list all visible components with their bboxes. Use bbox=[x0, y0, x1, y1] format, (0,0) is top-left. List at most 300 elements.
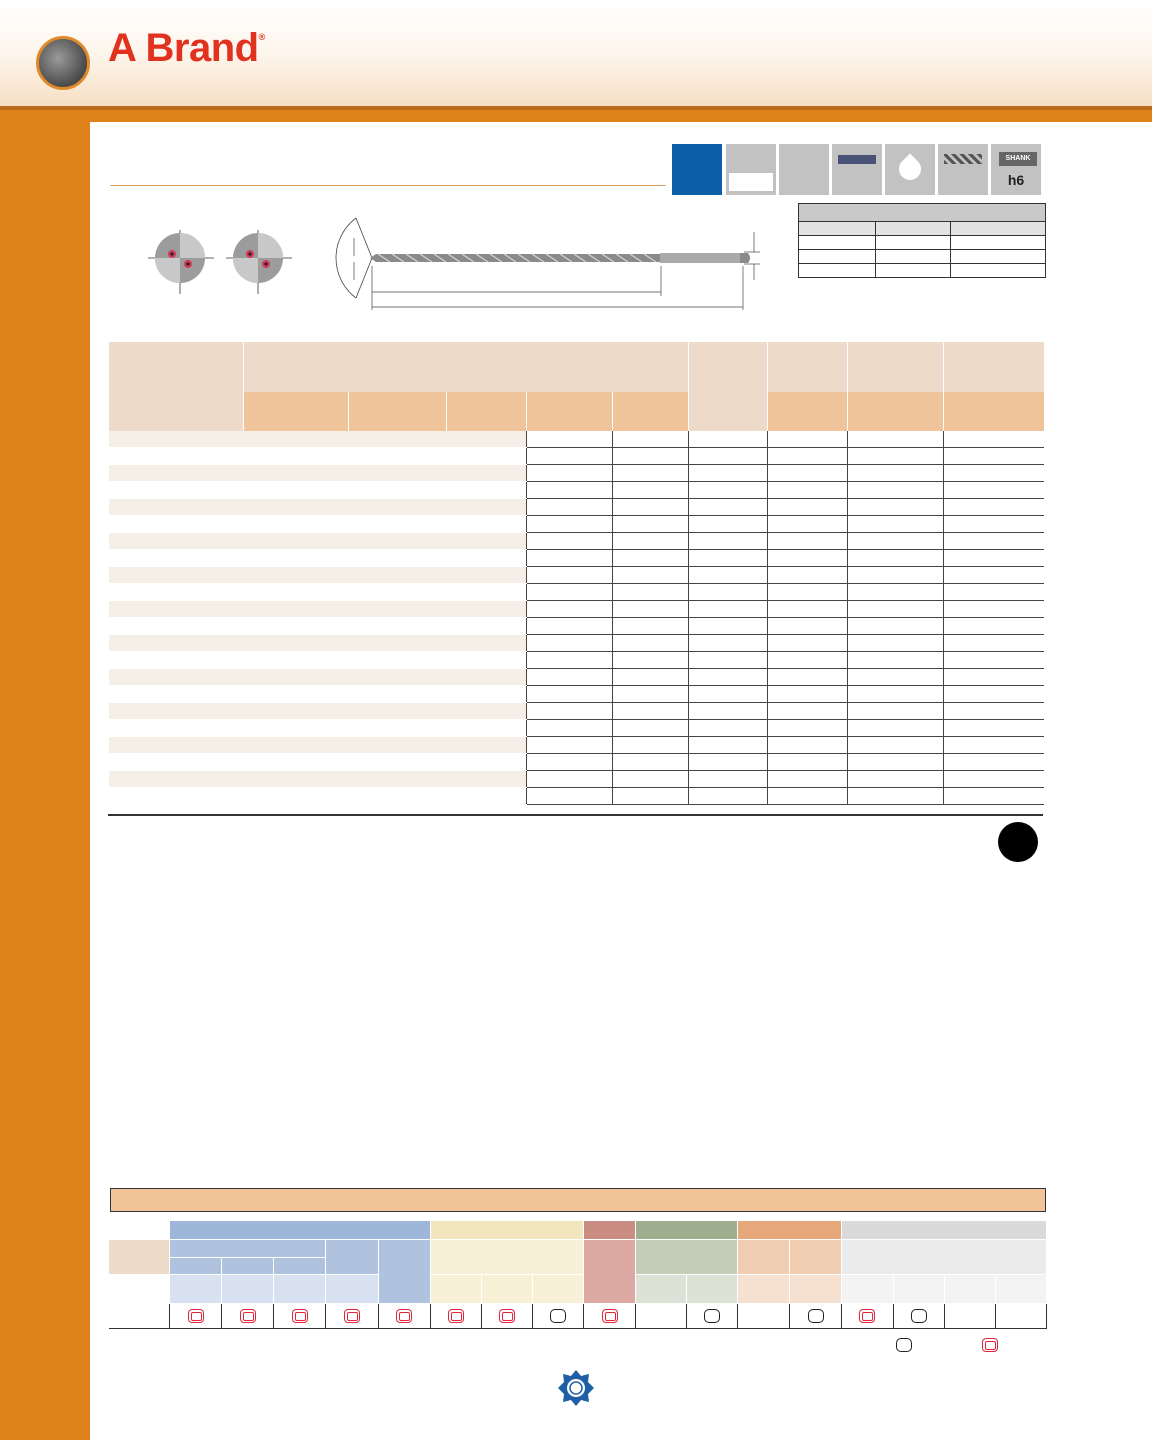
blank-icon bbox=[779, 144, 829, 195]
table-cell bbox=[527, 448, 613, 465]
table-cell bbox=[613, 771, 689, 788]
table-cell bbox=[768, 652, 848, 669]
table-row bbox=[109, 754, 1044, 771]
table-cell bbox=[768, 618, 848, 635]
table-cell bbox=[244, 431, 349, 448]
table-cell bbox=[109, 754, 244, 771]
table-cell bbox=[944, 652, 1044, 669]
table-cell bbox=[944, 686, 1044, 703]
table-row bbox=[109, 516, 1044, 533]
table-cell bbox=[613, 516, 689, 533]
result-cell bbox=[687, 1304, 738, 1329]
table-cell bbox=[689, 533, 768, 550]
table-cell bbox=[689, 771, 768, 788]
result-cell bbox=[326, 1304, 378, 1329]
table-cell bbox=[944, 567, 1044, 584]
table-row bbox=[109, 686, 1044, 703]
table-cell bbox=[447, 720, 527, 737]
table-cell bbox=[848, 465, 944, 482]
table-cell bbox=[689, 754, 768, 771]
table-cell bbox=[109, 601, 244, 618]
table-cell bbox=[527, 754, 613, 771]
table-cell bbox=[244, 669, 349, 686]
materials-title-bar bbox=[110, 1188, 1046, 1212]
table-cell bbox=[848, 550, 944, 567]
table-row bbox=[109, 703, 1044, 720]
table-cell bbox=[109, 482, 244, 499]
table-cell bbox=[848, 567, 944, 584]
table-cell bbox=[109, 686, 244, 703]
table-cell bbox=[944, 737, 1044, 754]
table-cell bbox=[447, 448, 527, 465]
table-cell bbox=[447, 550, 527, 567]
table-cell bbox=[848, 601, 944, 618]
table-cell bbox=[848, 499, 944, 516]
result-cell bbox=[481, 1304, 532, 1329]
table-cell bbox=[349, 635, 447, 652]
subheader-1 bbox=[244, 392, 349, 431]
table-cell bbox=[109, 584, 244, 601]
title-rule bbox=[110, 185, 666, 186]
table-cell bbox=[244, 533, 349, 550]
table-cell bbox=[244, 482, 349, 499]
shank-tag: SHANK bbox=[999, 152, 1037, 166]
table-cell bbox=[613, 431, 689, 448]
table-row bbox=[109, 720, 1044, 737]
table-cell bbox=[109, 567, 244, 584]
col-header-dimensions bbox=[244, 342, 689, 392]
table-cell bbox=[244, 652, 349, 669]
table-cell bbox=[244, 584, 349, 601]
table-cell bbox=[109, 652, 244, 669]
table-cell bbox=[613, 550, 689, 567]
table-cell bbox=[613, 635, 689, 652]
table-cell bbox=[349, 737, 447, 754]
table-cell bbox=[447, 482, 527, 499]
table-cell bbox=[527, 618, 613, 635]
table-cell bbox=[527, 635, 613, 652]
table-cell bbox=[349, 448, 447, 465]
table-cell bbox=[768, 720, 848, 737]
table-cell bbox=[349, 482, 447, 499]
drill-side-view bbox=[336, 218, 760, 310]
table-cell bbox=[109, 635, 244, 652]
osg-logo-icon bbox=[556, 1368, 596, 1408]
table-row bbox=[109, 635, 1044, 652]
table-cell bbox=[768, 516, 848, 533]
drill-end-view-1 bbox=[148, 230, 214, 294]
table-cell bbox=[768, 788, 848, 805]
table-cell bbox=[349, 567, 447, 584]
table-cell bbox=[768, 431, 848, 448]
table-cell bbox=[244, 516, 349, 533]
table-cell bbox=[689, 652, 768, 669]
black-symbol-icon bbox=[704, 1309, 720, 1323]
legend-red-symbol bbox=[982, 1336, 998, 1354]
table-cell bbox=[527, 720, 613, 737]
table-cell bbox=[613, 686, 689, 703]
table-cell bbox=[689, 635, 768, 652]
table-row bbox=[109, 533, 1044, 550]
table-cell bbox=[613, 584, 689, 601]
table-cell bbox=[613, 669, 689, 686]
table-cell bbox=[447, 635, 527, 652]
result-cell bbox=[842, 1304, 893, 1329]
table-cell bbox=[848, 703, 944, 720]
table-cell bbox=[848, 686, 944, 703]
table-cell bbox=[944, 516, 1044, 533]
black-symbol-icon bbox=[911, 1309, 927, 1323]
table-cell bbox=[447, 567, 527, 584]
subheader-7 bbox=[848, 392, 944, 431]
table-cell bbox=[848, 618, 944, 635]
table-cell bbox=[768, 499, 848, 516]
table-cell bbox=[527, 567, 613, 584]
shank-h6-icon bbox=[991, 144, 1041, 195]
table-cell bbox=[689, 516, 768, 533]
table-cell bbox=[689, 550, 768, 567]
table-cell bbox=[349, 533, 447, 550]
table-row bbox=[109, 618, 1044, 635]
drill-logo-icon bbox=[36, 36, 90, 90]
table-cell bbox=[244, 635, 349, 652]
red-symbol-icon bbox=[859, 1309, 875, 1323]
table-cell bbox=[527, 550, 613, 567]
table-cell bbox=[349, 465, 447, 482]
subheader-2 bbox=[349, 392, 447, 431]
table-cell bbox=[349, 550, 447, 567]
table-cell bbox=[527, 703, 613, 720]
table-cell bbox=[613, 499, 689, 516]
result-cell bbox=[532, 1304, 583, 1329]
table-cell bbox=[244, 686, 349, 703]
table-cell bbox=[244, 618, 349, 635]
subheader-4 bbox=[527, 392, 613, 431]
table-cell bbox=[527, 652, 613, 669]
table-cell bbox=[848, 482, 944, 499]
table-row bbox=[109, 669, 1044, 686]
table-cell bbox=[689, 584, 768, 601]
table-cell bbox=[768, 448, 848, 465]
table-cell bbox=[768, 482, 848, 499]
table-cell bbox=[244, 720, 349, 737]
table-row bbox=[109, 499, 1044, 516]
table-cell bbox=[689, 465, 768, 482]
table-cell bbox=[613, 465, 689, 482]
red-symbol-icon bbox=[292, 1309, 308, 1323]
table-cell bbox=[109, 516, 244, 533]
length-bar-icon bbox=[832, 144, 882, 195]
table-row bbox=[109, 737, 1044, 754]
table-cell bbox=[689, 737, 768, 754]
col-header-a bbox=[768, 342, 848, 392]
table-row bbox=[109, 567, 1044, 584]
table-cell bbox=[527, 686, 613, 703]
table-cell bbox=[244, 737, 349, 754]
dimension-table bbox=[798, 203, 1046, 278]
table-cell bbox=[527, 737, 613, 754]
table-cell bbox=[349, 584, 447, 601]
result-cell bbox=[790, 1304, 842, 1329]
table-cell bbox=[109, 465, 244, 482]
red-symbol-icon bbox=[188, 1309, 204, 1323]
table-cell bbox=[768, 686, 848, 703]
black-symbol-icon bbox=[896, 1338, 912, 1352]
table-cell bbox=[447, 771, 527, 788]
result-cell bbox=[738, 1304, 790, 1329]
table-cell bbox=[447, 788, 527, 805]
table-cell bbox=[527, 465, 613, 482]
table-cell bbox=[848, 788, 944, 805]
table-cell bbox=[349, 771, 447, 788]
red-symbol-icon bbox=[982, 1338, 998, 1352]
table-cell bbox=[768, 567, 848, 584]
table-cell bbox=[244, 550, 349, 567]
table-cell bbox=[848, 584, 944, 601]
table-cell bbox=[768, 669, 848, 686]
table-cell bbox=[689, 499, 768, 516]
red-symbol-icon bbox=[240, 1309, 256, 1323]
table-cell bbox=[109, 550, 244, 567]
result-cell bbox=[274, 1304, 326, 1329]
table-cell bbox=[527, 482, 613, 499]
table-cell bbox=[768, 771, 848, 788]
table-cell bbox=[848, 669, 944, 686]
table-cell bbox=[349, 516, 447, 533]
table-row bbox=[109, 482, 1044, 499]
table-bottom-rule bbox=[108, 814, 1043, 816]
table-cell bbox=[613, 601, 689, 618]
table-cell bbox=[689, 703, 768, 720]
table-cell bbox=[349, 703, 447, 720]
table-cell bbox=[349, 788, 447, 805]
table-cell bbox=[447, 516, 527, 533]
table-cell bbox=[447, 652, 527, 669]
table-cell bbox=[527, 499, 613, 516]
table-cell bbox=[349, 686, 447, 703]
coating-blue-icon bbox=[672, 144, 722, 195]
table-cell bbox=[848, 635, 944, 652]
table-cell bbox=[109, 771, 244, 788]
table-cell bbox=[447, 465, 527, 482]
registered-mark: ® bbox=[258, 32, 265, 42]
table-cell bbox=[447, 601, 527, 618]
table-cell bbox=[944, 482, 1044, 499]
table-row bbox=[109, 652, 1044, 669]
table-cell bbox=[944, 754, 1044, 771]
table-cell bbox=[944, 771, 1044, 788]
table-cell bbox=[447, 737, 527, 754]
black-dot-icon bbox=[998, 822, 1038, 862]
table-row bbox=[109, 431, 1044, 448]
table-cell bbox=[527, 584, 613, 601]
col-header-coolant bbox=[689, 342, 768, 431]
table-row bbox=[109, 788, 1044, 805]
red-symbol-icon bbox=[499, 1309, 515, 1323]
table-cell bbox=[349, 754, 447, 771]
table-cell bbox=[447, 584, 527, 601]
table-cell bbox=[109, 669, 244, 686]
table-cell bbox=[689, 567, 768, 584]
table-cell bbox=[613, 618, 689, 635]
table-cell bbox=[244, 499, 349, 516]
table-cell bbox=[689, 669, 768, 686]
table-cell bbox=[768, 754, 848, 771]
table-cell bbox=[944, 550, 1044, 567]
table-cell bbox=[944, 465, 1044, 482]
product-table bbox=[108, 342, 1044, 805]
table-cell bbox=[109, 703, 244, 720]
table-cell bbox=[527, 669, 613, 686]
table-cell bbox=[613, 533, 689, 550]
table-cell bbox=[944, 584, 1044, 601]
table-cell bbox=[944, 533, 1044, 550]
table-cell bbox=[944, 669, 1044, 686]
materials-matrix bbox=[108, 1220, 1047, 1329]
table-cell bbox=[447, 431, 527, 448]
table-cell bbox=[447, 499, 527, 516]
table-cell bbox=[109, 788, 244, 805]
table-cell bbox=[689, 431, 768, 448]
table-cell bbox=[689, 686, 768, 703]
table-cell bbox=[944, 499, 1044, 516]
table-cell bbox=[244, 771, 349, 788]
table-cell bbox=[349, 618, 447, 635]
result-label-cell bbox=[109, 1304, 170, 1329]
table-cell bbox=[447, 533, 527, 550]
table-cell bbox=[109, 448, 244, 465]
table-cell bbox=[613, 448, 689, 465]
table-cell bbox=[447, 669, 527, 686]
table-cell bbox=[109, 533, 244, 550]
table-cell bbox=[244, 754, 349, 771]
table-cell bbox=[768, 703, 848, 720]
table-cell bbox=[848, 754, 944, 771]
table-cell bbox=[349, 652, 447, 669]
brand-title bbox=[108, 26, 265, 71]
table-cell bbox=[244, 703, 349, 720]
table-cell bbox=[613, 737, 689, 754]
table-cell bbox=[944, 618, 1044, 635]
result-cell bbox=[222, 1304, 274, 1329]
table-cell bbox=[109, 431, 244, 448]
table-cell bbox=[689, 788, 768, 805]
table-cell bbox=[613, 788, 689, 805]
table-cell bbox=[244, 465, 349, 482]
table-cell bbox=[447, 703, 527, 720]
table-cell bbox=[768, 635, 848, 652]
table-cell bbox=[527, 516, 613, 533]
red-symbol-icon bbox=[602, 1309, 618, 1323]
result-cell bbox=[378, 1304, 430, 1329]
drill-drawing bbox=[120, 210, 780, 320]
table-cell bbox=[944, 431, 1044, 448]
black-symbol-icon bbox=[550, 1309, 566, 1323]
table-cell bbox=[613, 720, 689, 737]
table-cell bbox=[944, 703, 1044, 720]
table-cell bbox=[349, 431, 447, 448]
table-cell bbox=[613, 567, 689, 584]
table-cell bbox=[689, 618, 768, 635]
table-cell bbox=[527, 431, 613, 448]
table-cell bbox=[613, 652, 689, 669]
table-cell bbox=[447, 754, 527, 771]
table-row bbox=[109, 601, 1044, 618]
table-cell bbox=[109, 737, 244, 754]
result-cell bbox=[170, 1304, 222, 1329]
result-cell bbox=[893, 1304, 944, 1329]
table-cell bbox=[109, 720, 244, 737]
table-cell bbox=[527, 601, 613, 618]
table-cell bbox=[244, 788, 349, 805]
result-cell bbox=[430, 1304, 481, 1329]
subheader-3 bbox=[447, 392, 527, 431]
table-row bbox=[109, 550, 1044, 567]
table-cell bbox=[944, 720, 1044, 737]
subheader-8 bbox=[944, 392, 1044, 431]
table-cell bbox=[768, 465, 848, 482]
table-cell bbox=[689, 448, 768, 465]
flute-length-icon bbox=[726, 144, 776, 195]
table-cell bbox=[689, 601, 768, 618]
table-cell bbox=[848, 652, 944, 669]
table-cell bbox=[244, 448, 349, 465]
result-cell bbox=[944, 1304, 995, 1329]
result-cell bbox=[995, 1304, 1046, 1329]
table-cell bbox=[944, 448, 1044, 465]
table-cell bbox=[768, 601, 848, 618]
table-cell bbox=[244, 601, 349, 618]
table-cell bbox=[848, 516, 944, 533]
table-row bbox=[109, 448, 1044, 465]
table-cell bbox=[848, 737, 944, 754]
table-cell bbox=[109, 499, 244, 516]
table-cell bbox=[768, 737, 848, 754]
table-cell bbox=[944, 788, 1044, 805]
table-row bbox=[109, 584, 1044, 601]
table-cell bbox=[689, 482, 768, 499]
table-row bbox=[109, 771, 1044, 788]
result-cell bbox=[583, 1304, 635, 1329]
col-header-order-no bbox=[109, 342, 244, 431]
table-cell bbox=[689, 720, 768, 737]
legend-black-symbol bbox=[896, 1336, 912, 1354]
table-cell bbox=[848, 720, 944, 737]
result-cell bbox=[636, 1304, 687, 1329]
col-header-c bbox=[944, 342, 1044, 392]
table-cell bbox=[349, 669, 447, 686]
table-cell bbox=[768, 533, 848, 550]
top-strip bbox=[90, 110, 1152, 122]
subheader-6 bbox=[768, 392, 848, 431]
table-cell bbox=[944, 635, 1044, 652]
table-cell bbox=[527, 771, 613, 788]
red-symbol-icon bbox=[396, 1309, 412, 1323]
table-cell bbox=[244, 567, 349, 584]
brand-name: A Brand bbox=[108, 26, 259, 70]
table-cell bbox=[613, 754, 689, 771]
flute-hatch-icon bbox=[938, 144, 988, 195]
table-row bbox=[109, 465, 1044, 482]
table-cell bbox=[527, 533, 613, 550]
coolant-drop-icon bbox=[885, 144, 935, 195]
table-cell bbox=[944, 601, 1044, 618]
table-cell bbox=[349, 720, 447, 737]
table-cell bbox=[613, 703, 689, 720]
table-cell bbox=[848, 431, 944, 448]
table-cell bbox=[349, 601, 447, 618]
table-cell bbox=[848, 448, 944, 465]
